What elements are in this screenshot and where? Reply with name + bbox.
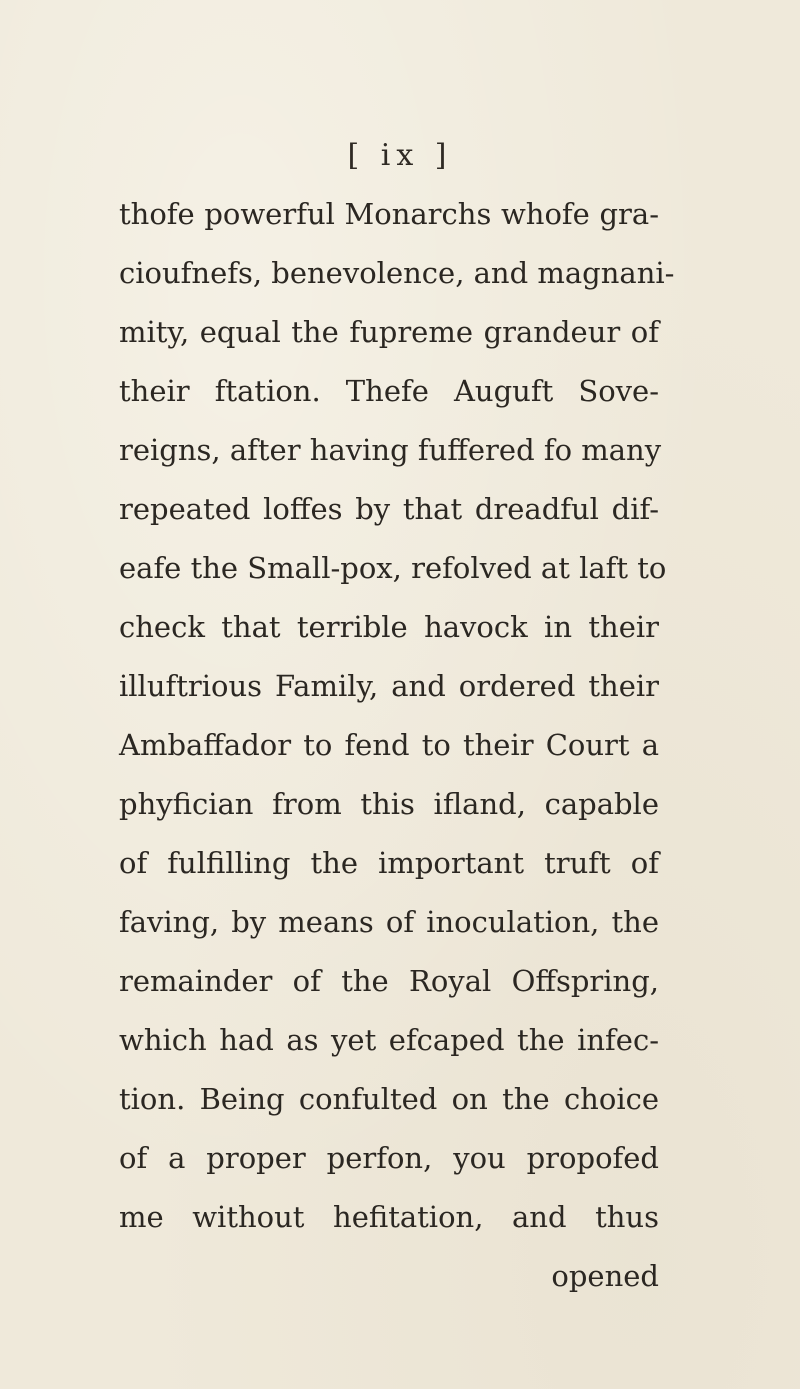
page-number: [ ix ] bbox=[347, 138, 453, 173]
text-line: mity, equal the fupreme grandeur of bbox=[119, 315, 659, 349]
catchword: opened bbox=[551, 1259, 659, 1293]
text-line: repeated loffes by that dreadful dif- bbox=[119, 492, 659, 526]
text-line: check that terrible havock in their bbox=[119, 610, 659, 644]
text-line: thofe powerful Monarchs whofe gra- bbox=[119, 197, 659, 231]
text-line: me without hefitation, and thus bbox=[119, 1200, 659, 1234]
text-line: phyfician from this ifland, capable bbox=[119, 787, 659, 821]
text-line: eafe the Small-pox, refolved at laft to bbox=[119, 551, 667, 585]
text-line: of a proper perfon, you propofed bbox=[119, 1141, 659, 1175]
text-line: tion. Being confulted on the choice bbox=[119, 1082, 659, 1116]
text-line: Ambaffador to fend to their Court a bbox=[119, 728, 659, 762]
text-line: their ftation. Thefe Auguft Sove- bbox=[119, 374, 659, 408]
text-line: faving, by means of inoculation, the bbox=[119, 905, 659, 939]
text-line: reigns, after having fuffered fo many bbox=[119, 433, 662, 467]
text-line: of fulfilling the important truft of bbox=[119, 846, 659, 880]
text-line: illuftrious Family, and ordered their bbox=[119, 669, 659, 703]
body-text bbox=[119, 185, 675, 1306]
text-line: which had as yet efcaped the infec- bbox=[119, 1023, 659, 1057]
text-line: remainder of the Royal Offspring, bbox=[119, 964, 659, 998]
text-line: cioufnefs, benevolence, and magnani- bbox=[119, 256, 675, 290]
